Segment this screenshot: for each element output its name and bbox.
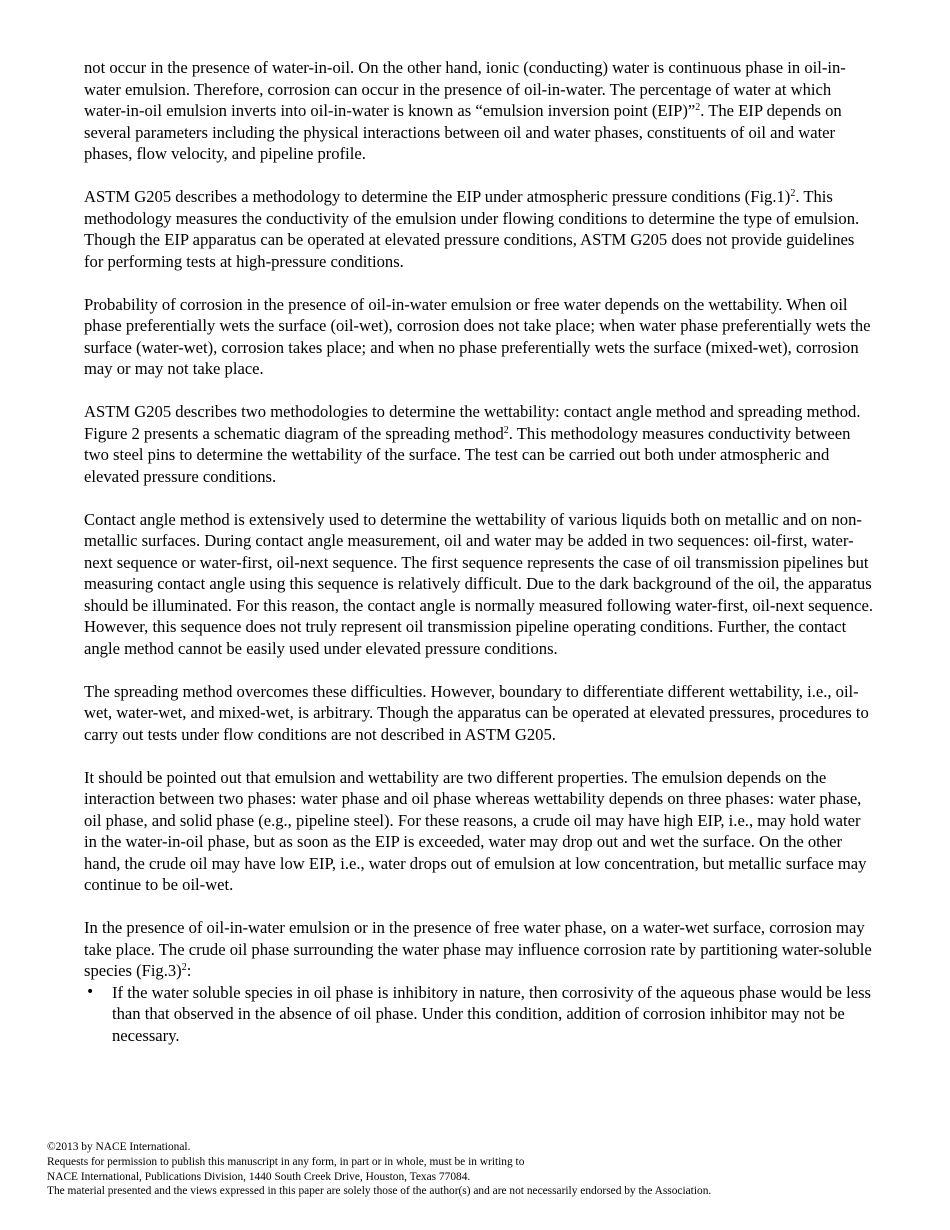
- paragraph-water-wet-corrosion: In the presence of oil-in-water emulsion or in the presence of free water phase, on a water-wet surface, corrosion may take place. The crude oil phase surrounding the water phase may influence corrosion rate by partitioning water-soluble species $(Fig.3)^2$:: [84, 918, 872, 980]
- citation-superscript: 2: [695, 102, 701, 113]
- bullet-icon: •: [86, 983, 95, 1000]
- document-body: [84, 57, 874, 1046]
- citation-superscript: 2: [790, 188, 796, 199]
- copyright-line: ©2013 by NACE International.: [47, 1141, 191, 1153]
- paragraph-wettability-methods: ASTM G205 describes two methodologies to determine the wettability: contact angle method and spreading method. Figure 2 presents a schematic diagram of the spreading method$^2$. This methodology measures conductivity between two steel pins to determine the wettability of the surface. The test can be carried out both under atmospheric and elevated pressure conditions.: [84, 402, 861, 486]
- paragraph-contact-angle: Contact angle method is extensively used to determine the wettability of various liquids both on metallic and on non-metallic surfaces. During contact angle measurement, oil and water may be added in two sequences: oil-first, water-next sequence or water-first, oil-next sequence. The first sequence represents the case of oil transmission pipelines but measuring contact angle using this sequence is relatively difficult. Due to the dark background of the oil, the apparatus should be illuminated. For this reason, the contact angle is normally measured following water-first, oil-next sequence. However, this sequence does not truly represent oil transmission pipeline operating conditions. Further, the contact angle method cannot be easily used under elevated pressure conditions.: [84, 509, 874, 658]
- permission-line: Requests for permission to publish this manuscript in any form, in part or in whole, must be in writing to: [47, 1155, 525, 1168]
- paragraph-spreading-method: The spreading method overcomes these difficulties. However, boundary to differentiate different wettability, i.e., oil-wet, water-wet, and mixed-wet, is arbitrary. Though the apparatus can be operated at elevated pressures, procedures to carry out tests under flow conditions are not described in ASTM G205.: [84, 681, 869, 744]
- citation-superscript: 2: [503, 424, 509, 436]
- paragraph-emulsion-vs-wettability: It should be pointed out that emulsion and wettability are two different properties. The emulsion depends on the interaction between two phases: water phase and oil phase whereas wettability depends on three phases: water phase, oil phase, and solid phase (e.g., pipeline steel). For these reasons, a crude oil may have high EIP, i.e., may hold water in the water-in-oil phase, but as soon as the EIP is exceeded, water may drop out and wet the surface. On the other hand, the crude oil may have low EIP, i.e., water drops out of emulsion at low concentration, but metallic surface may continue to be oil-wet.: [84, 767, 867, 894]
- list-item: [84, 982, 874, 1047]
- paragraph-wettability: Probability of corrosion in the presence of oil-in-water emulsion or free water depends on the wettability. When oil phase preferentially wets the surface (oil-wet), corrosion does not take place; when water phase preferentially wets the surface (water-wet), corrosion takes place; and when no phase preferentially wets the surface (mixed-wet), corrosion may or may not take place.: [84, 294, 871, 378]
- copyright-footer: [47, 1140, 917, 1199]
- paragraph-emulsion-intro: not occur in the presence of water-in-oil. On the other hand, ionic (conducting) water is continuous phase in oil-in-water emulsion. Therefore, corrosion can occur in the presence of oil-in-water. The percentage of water at which water-in-oil emulsion inverts into oil-in-water is known as “emulsion inversion point (EIP)”$^2$. The EIP depends on several parameters including the physical interactions between oil and water phases, constituents of oil and water phases, flow velocity, and pipeline profile.: [84, 58, 846, 163]
- paragraph-eip-method: ASTM G205 describes a methodology to determine the EIP under atmospheric pressure conditions $(Fig.1)^2$. This methodology measures the conductivity of the emulsion under flowing conditions to determine the type of emulsion. Though the EIP apparatus can be operated at elevated pressure conditions, ASTM G205 does not provide guidelines for performing tests at high-pressure conditions.: [84, 187, 860, 271]
- bullet-list: [84, 982, 874, 1047]
- disclaimer-line: The material presented and the views expressed in this paper are solely those of the author(s) and are not necessarily endorsed by the Association.: [47, 1185, 712, 1198]
- address-line: NACE International, Publications Division, 1440 South Creek Drive, Houston, Texas 77084.: [47, 1170, 471, 1183]
- citation-superscript: 2: [181, 962, 187, 973]
- list-item-text: If the water soluble species in oil phase is inhibitory in nature, then corrosivity of the aqueous phase would be less than that observed in the absence of oil phase. Under this condition, addition of corrosion inhibitor may not be necessary.: [112, 982, 871, 1045]
